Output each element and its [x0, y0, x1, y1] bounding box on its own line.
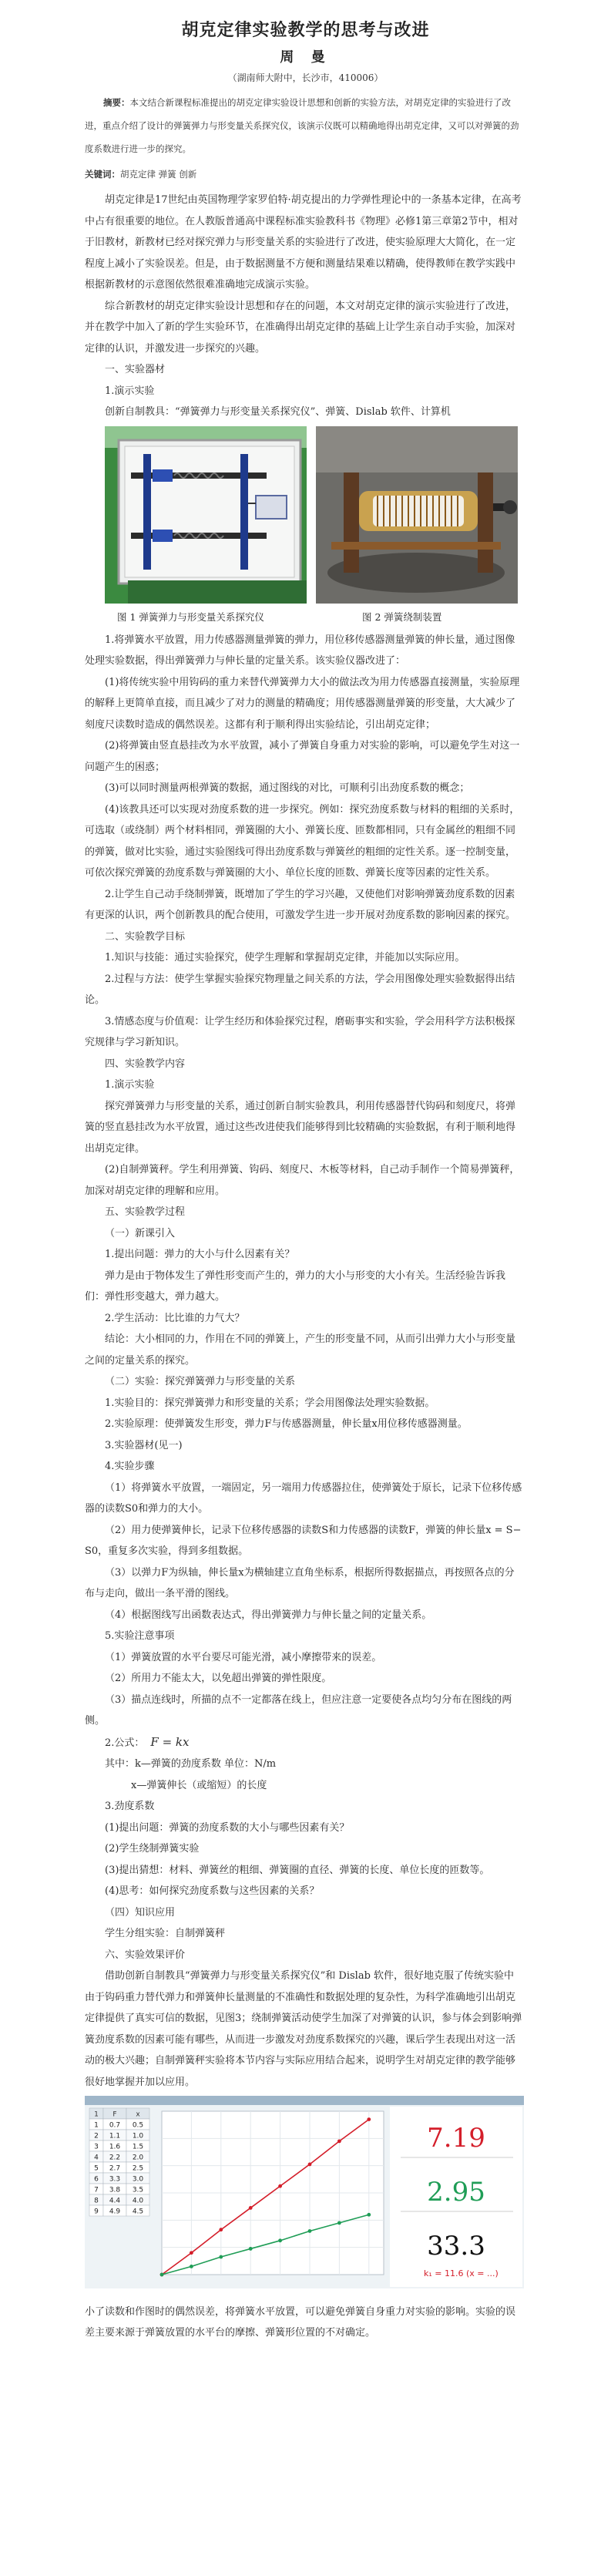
- table-cell: 4.4: [109, 2197, 121, 2205]
- data-point: [278, 2238, 282, 2242]
- table-cell: 4.0: [132, 2197, 144, 2205]
- table-cell: 4: [94, 2154, 99, 2162]
- data-point: [190, 2265, 193, 2268]
- hooke-formula: F = kx: [150, 1734, 190, 1749]
- paragraph: 结论：大小相同的力，作用在不同的弹簧上，产生的形变量不同，从而引出弹力大小与形变量之间的定量关系的探究。: [85, 1333, 516, 1367]
- data-point: [249, 2206, 253, 2210]
- paragraph: （4）根据图线写出函数表达式，得出弹簧弹力与伸长量之间的定量关系。: [105, 1609, 432, 1621]
- table-cell: 3.3: [109, 2175, 121, 2184]
- table-cell: 5: [94, 2164, 99, 2173]
- subsection-heading: 1.演示实验: [105, 385, 155, 397]
- section-heading: 五、实验教学过程: [105, 1206, 186, 1218]
- paragraph: 2.学生活动：比比谁的力气大？: [105, 1312, 245, 1324]
- table-cell: 1.5: [132, 2143, 144, 2151]
- table-cell: 4.9: [109, 2208, 121, 2216]
- paragraph: (3)可以同时测量两根弹簧的数据，通过图线的对比，可顺利引出劲度系数的概念；: [105, 782, 470, 794]
- paragraph: 1.实验目的：探究弹簧弹力和形变量的关系；学会用图像法处理实验数据。: [105, 1397, 435, 1409]
- data-point: [249, 2247, 253, 2251]
- section-heading: 四、实验教学内容: [105, 1058, 186, 1070]
- data-point: [308, 2163, 312, 2167]
- data-point: [278, 2184, 282, 2188]
- paragraph: 2.让学生自己动手绕制弹簧，既增加了学生的学习兴趣，又使他们对影响弹簧劲度系数的因素有更深的认识，两个创新教具的配合使用，可激发学生进一步开展对劲度系数的影响因素的探究。: [85, 888, 516, 921]
- paragraph: 小了读数和作图时的偶然误差，将弹簧水平放置，可以避免弹簧自身重力对实验的影响。实验的误差主要来源于弹簧放置的水平台的摩擦、弹簧形位置的不对确定。: [85, 2305, 516, 2339]
- paragraph: （1）将弹簧水平放置，一端固定，另一端用力传感器拉住，使弹簧处于原长，记录下位移传感器的读数S0和弹力的大小。: [85, 1481, 522, 1515]
- paragraph: (2)将弹簧由竖直悬挂改为水平放置，减小了弹簧自身重力对实验的影响，可以避免学生对这一问题产生的困惑；: [85, 740, 520, 773]
- figure-3-software-screenshot: [85, 2096, 524, 2288]
- article-author: 周 曼: [280, 49, 331, 66]
- table-cell: 3.5: [132, 2186, 144, 2194]
- figure-1-photo: [105, 426, 307, 604]
- table-cell: 2.0: [132, 2154, 144, 2162]
- table-cell: 1.1: [109, 2132, 121, 2141]
- section-heading: 六、实验效果评价: [105, 1949, 186, 1961]
- paragraph: (4)思考：如何探究劲度系数与这些因素的关系？: [105, 1885, 320, 1897]
- table-cell: 6: [94, 2175, 99, 2184]
- article-title: 胡克定律实验教学的思考与改进: [181, 20, 430, 40]
- paragraph: (4)该教具还可以实现对劲度系数的进一步探究。例如：探究劲度系数与材料的粗细的关系时，可选取（或绕制）两个材料相同，弹簧圈的大小、弹簧长度、匝数都相同，只有金属丝的粗细不同的弹簧，做对比实验，通过实验图线可得出劲度系数与弹簧丝的粗细的定性关系。逐一控制变量，可依次探究弹簧的劲度系数与弹簧圈的大小、单位长度的匝数、弹簧长度等因素的定性关系。: [85, 803, 520, 879]
- paragraph: (2)学生绕制弹簧实验: [105, 1843, 200, 1855]
- table-header-cell: F: [112, 2110, 117, 2119]
- readout-red: 7.19: [427, 2123, 485, 2154]
- paragraph: (3)提出猜想：材料、弹簧丝的粗细、弹簧圈的直径、弹簧的长度、单位长度的匝数等。: [105, 1864, 490, 1876]
- subsection-heading: 1.演示实验: [105, 1079, 155, 1091]
- paragraph: 学生分组实验：自制弹簧秤: [105, 1928, 226, 1939]
- table-cell: 3: [94, 2143, 99, 2151]
- figure-1-caption: 图 1 弹簧弹力与形变量关系探究仪: [117, 610, 264, 623]
- paragraph: （2）所用力不能太大，以免超出弹簧的弹性限度。: [105, 1673, 332, 1684]
- table-header-cell: x: [136, 2110, 140, 2119]
- paragraph: 胡克定律是17世纪由英国物理学家罗伯特·胡克提出的力学弹性理论中的一条基本定律，在高考中占有很重要的地位。在人教版普通高中课程标准实验教科书《物理》必修1第三章第2节中，相对于旧教材，新教材已经对探究弹力与形变量关系的实验进行了改进，使实验原理大大简化，在一定程度上减小了实验误差。但是，由于数据测量不方便和测量结果难以精确，使得教师在教学实践中根据新教材的示意图依然很难准确地完成演示实验。: [85, 194, 522, 291]
- subsection-heading: （一）新课引入: [105, 1227, 176, 1239]
- paragraph: 综合新教材的胡克定律实验设计思想和存在的问题，本文对胡克定律的演示实验进行了改进，并在教学中加入了新的学生实验环节，在准确得出胡克定律的基础上让学生亲自动手实验，加深对定律的认识，并激发进一步探究的兴趣。: [85, 300, 516, 355]
- subsection-heading: （四）知识应用: [105, 1906, 176, 1919]
- paragraph: 探究弹簧弹力与形变量的关系，通过创新自制实验教具，利用传感器替代钩码和刻度尺，将弹簧的竖直悬挂改为水平放置，通过这些改进使我们能够得到比较精确的实验数据，有利于顺利地得出胡克定律。: [85, 1100, 516, 1155]
- paragraph: 弹力是由于物体发生了弹性形变而产生的，弹力的大小与形变的大小有关。生活经验告诉我们：弹性形变越大，弹力越大。: [85, 1270, 506, 1303]
- table-cell: 8: [94, 2197, 99, 2205]
- data-point: [308, 2229, 312, 2233]
- keywords-text: 胡克定律 弹簧 创新: [120, 169, 197, 180]
- table-cell: 2.2: [109, 2154, 121, 2162]
- formula-line: [85, 1732, 524, 1754]
- table-cell: 2.7: [109, 2164, 121, 2173]
- keywords-label: 关键词：: [85, 169, 120, 180]
- paragraph: 3.实验器材(见一): [105, 1439, 183, 1451]
- paragraph: x—弹簧伸长（或缩短）的长度: [131, 1779, 267, 1791]
- table-cell: 7: [94, 2186, 99, 2194]
- data-point: [367, 2213, 371, 2217]
- paragraph: （1）弹簧放置的水平台要尽可能光滑，减小摩擦带来的误差。: [105, 1651, 382, 1663]
- paragraph: 借助创新自制教具“弹簧弹力与形变量关系探究仪”和 Dislab 软件，很好地克服了传统实验中由于钩码重力替代弹力和弹簧伸长量测量的不准确性和数据处理的复杂性，为科学准确地引出胡克定律提供了真实可信的数据，见图3；绕制弹簧活动使学生加深了对弹簧的认识，参与体会到影响弹簧劲度系数的因素可能有哪些，从而进一步激发对劲度系数探究的兴趣，课后学生表现出对这一活动的极大兴趣；自制弹簧秤实验将本节内容与实际应用结合起来，说明学生对胡克定律的教学能够很好地掌握并加以应用。: [85, 1970, 522, 2088]
- paragraph: (2)自制弹簧秤。学生利用弹簧、钩码、刻度尺、木板等材料，自己动手制作一个简易弹簧秤，加深对胡克定律的理解和应用。: [85, 1164, 520, 1197]
- paragraph: （2）用力使弹簧伸长，记录下位移传感器的读数S和力传感器的读数F，弹簧的伸长量x = S− S0，重复多次实验，得到多组数据。: [85, 1524, 522, 1557]
- section-heading: 二、实验教学目标: [105, 930, 186, 943]
- abstract-text: 本文结合新课程标准提出的胡克定律实验设计思想和创新的实验方法，对胡克定律的实验进行了改进，重点介绍了设计的弹簧弹力与形变量关系探究仪，该演示仪既可以精确地得出胡克定律，又可以对弹簧的劲度系数进行进一步的探究。: [85, 97, 519, 154]
- figure-2-photo: [316, 426, 518, 604]
- abstract: [85, 91, 524, 160]
- data-point: [337, 2221, 341, 2225]
- table-cell: 0.7: [109, 2121, 121, 2130]
- paragraph: (1)将传统实验中用钩码的重力来替代弹簧弹力大小的做法改为用力传感器直接测量，实验原理的解释上更简单直接，而且减少了对力的测量的精确度；用传感器测量弹簧的形变量，大大减少了刻度尺读数时造成的偶然误差。这都有利于顺利得出实验结论，引出胡克定律；: [85, 676, 520, 731]
- readout-black: 33.3: [427, 2231, 485, 2262]
- article-body: [85, 190, 524, 2344]
- paragraph: 4.实验步骤: [105, 1461, 155, 1472]
- formula-label: 2.公式：: [105, 1737, 145, 1749]
- data-point: [219, 2228, 223, 2231]
- paragraph: 1.将弹簧水平放置，用力传感器测量弹簧的弹力，用位移传感器测量弹簧的伸长量，通过图像处理实验数据，得出弹簧弹力与伸长量的定量关系。该实验仪器改进了：: [85, 634, 515, 667]
- fit-label: k₁ = 11.6 (x = ...): [424, 2268, 499, 2278]
- table-cell: 1: [94, 2121, 99, 2130]
- author-affiliation: （湖南师大附中，长沙市，410006）: [227, 72, 384, 83]
- subsection-heading: （二）实验：探究弹簧弹力与形变量的关系: [105, 1376, 296, 1387]
- keywords: [85, 168, 524, 180]
- table-cell: 3.8: [109, 2186, 121, 2194]
- paragraph: 5.实验注意事项: [105, 1630, 175, 1642]
- paragraph: 3.劲度系数: [105, 1801, 155, 1812]
- table-cell: 3.0: [132, 2175, 144, 2184]
- figure-2-caption: 图 2 弹簧绕制装置: [362, 610, 442, 623]
- abstract-label: 摘要：: [103, 97, 130, 108]
- data-point: [160, 2273, 164, 2277]
- paragraph: 1.提出问题：弹力的大小与什么因素有关？: [105, 1249, 295, 1260]
- data-table: [89, 2108, 149, 2216]
- paragraph: （3）描点连线时，所描的点不一定都落在线上，但应注意一定要使各点均匀分布在图线的两侧。: [85, 1693, 512, 1727]
- paragraph: (1)提出问题：弹簧的劲度系数的大小与哪些因素有关？: [105, 1821, 350, 1834]
- figures-row: [85, 426, 524, 628]
- paragraph: 2.过程与方法：使学生掌握实验探究物理量之间关系的方法，学会用图像处理实验数据得出结论。: [85, 973, 515, 1006]
- table-cell: 4.5: [132, 2208, 144, 2216]
- table-cell: 2.5: [132, 2164, 144, 2173]
- paragraph: 创新自制教具：“弹簧弹力与形变量关系探究仪”、弹簧、Dislab 软件、计算机: [105, 406, 451, 418]
- table-header-cell: 1: [94, 2110, 99, 2119]
- paragraph: 其中：k—弹簧的劲度系数 单位：N/m: [105, 1758, 277, 1770]
- paragraph: （3）以弹力F为纵轴，伸长量x为横轴建立直角坐标系，根据所得数据描点，再按照各点的分布与走向，做出一条平滑的图线。: [85, 1566, 515, 1599]
- table-cell: 1.6: [109, 2143, 121, 2151]
- table-cell: 2: [94, 2132, 99, 2141]
- data-point: [367, 2117, 371, 2121]
- data-point: [190, 2251, 193, 2255]
- paragraph: 3.情感态度与价值观：让学生经历和体验探究过程，磨砺事实和实验，学会用科学方法积极探究规律与学习新知识。: [85, 1015, 515, 1048]
- paragraph: 2.实验原理：使弹簧发生形变，弹力F与传感器测量，伸长量x用位移传感器测量。: [105, 1418, 468, 1430]
- paragraph: 1.知识与技能：通过实验探究，使学生理解和掌握胡克定律，并能加以实际应用。: [105, 952, 465, 963]
- data-point: [337, 2139, 341, 2143]
- table-cell: 9: [94, 2208, 99, 2216]
- readout-green: 2.95: [427, 2177, 485, 2208]
- data-chart: [160, 2111, 384, 2276]
- data-point: [219, 2255, 223, 2259]
- section-heading: 一、实验器材: [105, 364, 166, 375]
- table-cell: 0.5: [132, 2121, 144, 2130]
- table-cell: 1.0: [132, 2132, 144, 2141]
